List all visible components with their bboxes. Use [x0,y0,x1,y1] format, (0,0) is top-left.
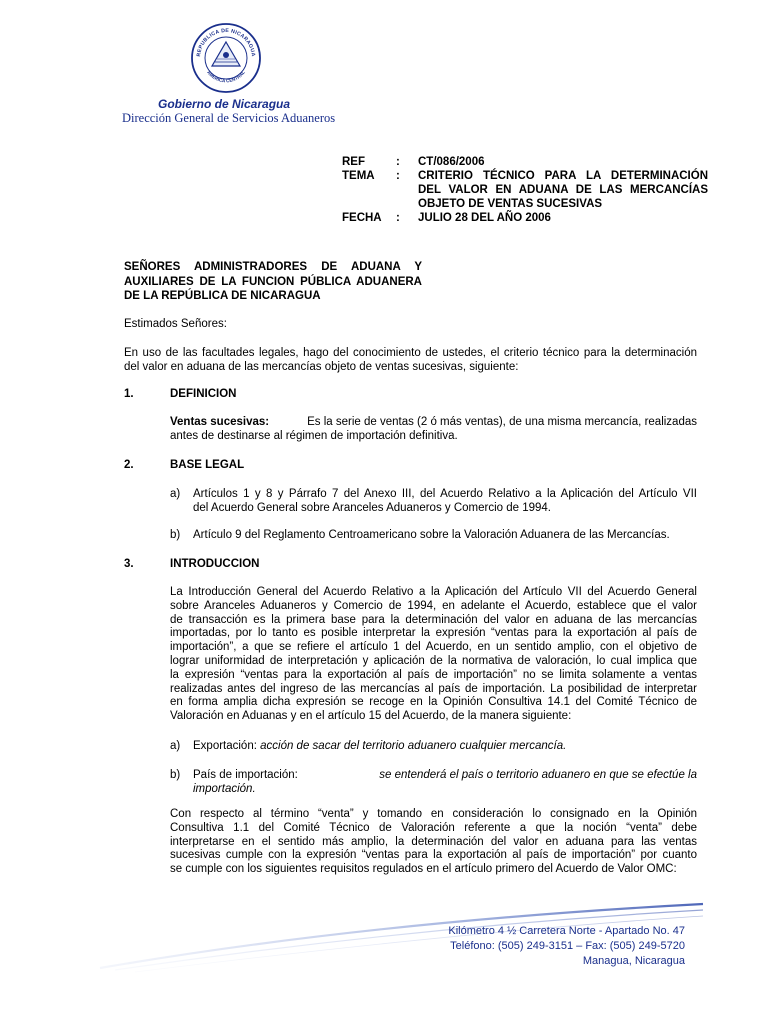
legal-item [170,488,697,518]
paragraph-line: de transacción es la primera base para la determinación del valor en aduana de las mercancías [170,613,697,626]
section-number: 3. [124,558,134,570]
paragraph-line: importación”, a que se refiere el artículo 1 del Acuerdo, en un sentido amplio, con el objetivo de [170,641,697,654]
paragraph-line: lograr uniformidad de interpretación y aplicación de la normativa de valoración, lo cual implica que [170,654,697,667]
organization-name: Gobierno de Nicaragua [158,97,291,111]
paragraph-line: Con respecto al término “venta” y tomando en consideración lo consignado en la Opinión [170,808,697,820]
tema-label: TEMA [342,170,375,182]
item-line: del Acuerdo General sobre Aranceles Aduaneros y Comercio de 1994. [193,501,551,514]
paragraph-line: la expresión “ventas para la exportación al país de importación” no se limita solamente a ventas [170,668,697,681]
item-marker: b) [170,769,181,781]
section-number: 1. [124,388,134,400]
tema-line: OBJETO DE VENTAS SUCESIVAS [418,198,603,210]
section-number: 2. [124,459,134,471]
paragraph-line: importadas, por lo tanto es posible interpretar la expresión “ventas para la exportación al país de [170,627,697,640]
item-lead: País de importación: [193,769,298,781]
addressee-block [124,260,422,304]
venta-paragraph [170,808,697,877]
paragraph-line: Consultiva 1.1 del Comité Técnico de Valoración referente a que la noción “venta” debe [170,821,697,834]
addressee-line: AUXILIARES DE LA FUNCION PÚBLICA ADUANERA [124,275,422,288]
paragraph-line: realizadas antes del ingreso de las mercancías al país de importación. La posibilidad de interpretar [170,682,697,695]
department-name: Dirección General de Servicios Aduaneros [122,111,336,125]
intro-line: del valor en aduana de las mercancías objeto de ventas sucesivas, siguiente: [124,360,519,373]
seal-text-top: REPUBLICA DE NICARAGUA [195,27,257,58]
fecha-colon: : [396,212,400,224]
section-title: INTRODUCCION [170,558,260,570]
tema-line: CRITERIO TÉCNICO PARA LA DETERMINACIÓN [418,170,708,182]
footer-city: Managua, Nicaragua [582,955,685,967]
tema-line: DEL VALOR EN ADUANA DE LAS MERCANCÍAS [418,184,708,196]
paragraph-line: sucesivas cumple con la expresión “ventas para la exportación al país de importación” por cuanto [170,849,697,862]
footer-phone: Teléfono: (505) 249-3151 – Fax: (505) 249-5720 [450,940,685,952]
ref-label: REF [342,156,365,168]
definition-term: Ventas sucesivas: [170,416,270,428]
addressee-line: SEÑORES ADMINISTRADORES DE ADUANA Y [124,261,422,273]
seal-text-bottom: AMERICA CENTRAL [206,69,246,84]
intro-paragraph [124,347,697,375]
paragraph-line: se cumple con los siguientes requisitos regulados en el artículo primero del Acuerdo de Valor OMC: [170,863,677,876]
item-line: Artículo 9 del Reglamento Centroamericano sobre la Valoración Aduanera de las Mercancías. [193,529,670,541]
addressee-line: DE LA REPÚBLICA DE NICARAGUA [124,290,321,302]
item-italic: se entenderá el país o territorio aduanero en que se efectúe la [379,769,697,781]
paragraph-line: interpretarse en el sentido más amplio, la determinación del valor en aduana para las ventas [170,835,697,848]
fecha-label: FECHA [342,212,382,224]
ref-value: CT/086/2006 [418,156,485,168]
paragraph-line: en forma amplia dicha expresión se recoge en la Opinión Consultiva 14.1 del Comité Técnico de [170,696,697,709]
item-lead: Exportación: [193,740,261,752]
footer-contact [448,924,685,969]
item-italic: importación. [193,782,256,795]
definition-item [170,769,697,799]
introduction-paragraph [170,586,697,724]
salutation: Estimados Señores: [124,318,227,330]
ref-colon: : [396,156,400,168]
definition-line: Es la serie de ventas (2 ó más ventas), de una misma mercancía, realizadas [307,416,697,428]
item-marker: a) [170,488,181,500]
definition-line: antes de destinarse al régimen de importación definitiva. [170,429,458,442]
tema-colon: : [396,170,400,182]
paragraph-line: La Introducción General del Acuerdo Relativo a la Aplicación del Artículo VII del Acuerdo General [170,586,697,598]
paragraph-line: sobre Aranceles Aduaneros y Comercio de 1994, en adelante el Acuerdo, establece que el valor [170,599,697,612]
item-marker: a) [170,740,181,752]
section-title: BASE LEGAL [170,459,245,471]
intro-line: En uso de las facultades legales, hago del conocimiento de ustedes, el criterio técnico para la determinación [124,347,697,359]
paragraph-line: Valoración en Aduanas y en el artículo 15 del Acuerdo, de la manera siguiente: [170,710,572,723]
legal-item [170,529,697,545]
item-marker: b) [170,529,181,541]
section-title: DEFINICION [170,388,237,400]
definition-item [170,740,697,756]
svg-text:AMERICA CENTRAL [206,70,246,84]
footer-address: Kilómetro 4 ½ Carretera Norte - Apartado No. 47 [448,925,685,937]
fecha-value: JULIO 28 DEL AÑO 2006 [418,212,551,224]
definition-paragraph [170,416,697,444]
item-italic: acción de sacar del territorio aduanero cualquier mercancía. [260,740,567,752]
item-line: Artículos 1 y 8 y Párrafo 7 del Anexo III, del Acuerdo Relativo a la Aplicación del Artículo VII [193,488,697,500]
national-seal-icon [190,22,262,94]
